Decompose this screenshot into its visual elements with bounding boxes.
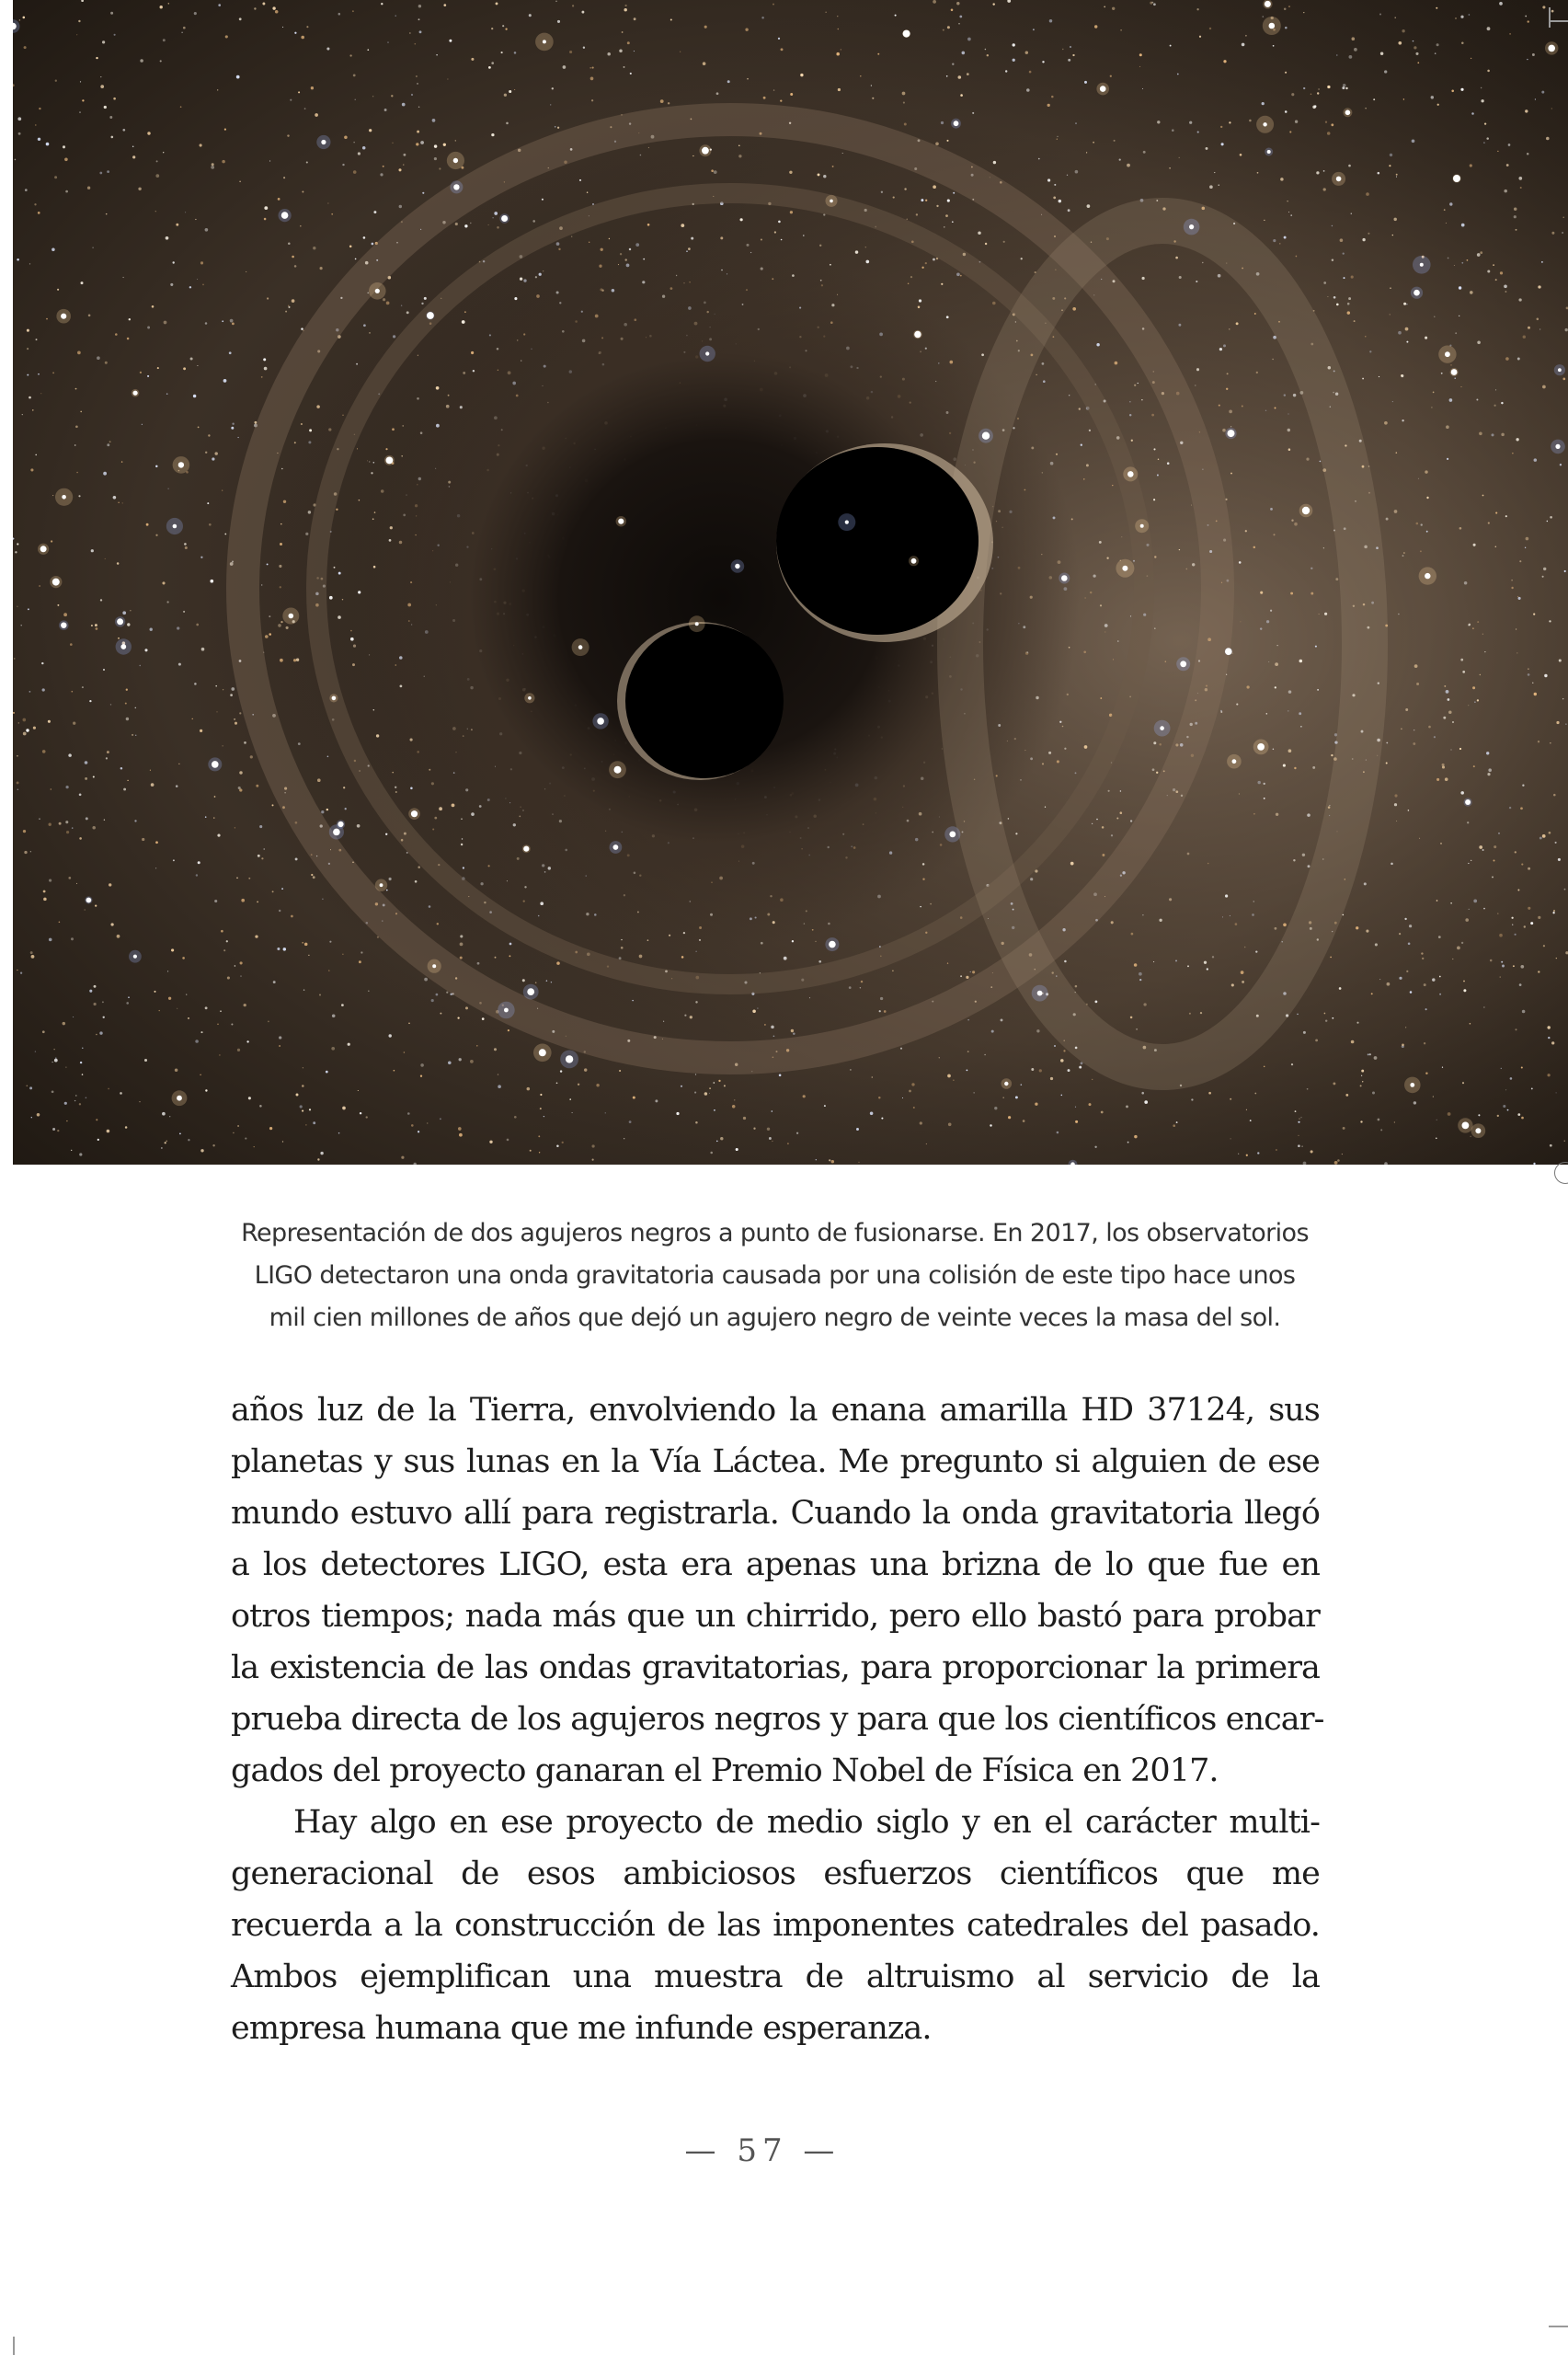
text-line: empresa humana que me infunde esperanza. [231,2010,932,2047]
text-line: Ambos ejemplifican una muestra de altruismo al servicio de la [231,1959,1320,1995]
registration-mark [1554,1162,1568,1184]
paragraph [231,1384,1324,1797]
text-line: mundo estuvo allí para registrarla. Cuando la onda gravitatoria llegó [231,1495,1320,1532]
caption-line: LIGO detectaron una onda gravitatoria causada por una colisión de este tipo hace unos [254,1261,1296,1290]
black-hole-small [617,622,784,780]
text-line: gados del proyecto ganaran el Premio Nobel de Física en 2017. [231,1752,1219,1789]
text-line: planetas y sus lunas en la Vía Láctea. Me pregunto si alguien de ese [231,1443,1320,1480]
crop-mark [13,2337,15,2355]
caption-line: mil cien millones de años que dejó un agujero negro de veinte veces la masa del sol. [269,1304,1281,1332]
text-line: generacional de esos ambiciosos esfuerzos científicos que me [231,1855,1320,1892]
paragraph [231,1797,1320,2054]
text-line: prueba directa de los agujeros negros y para que los científicos encar- [231,1701,1324,1738]
caption-line: Representación de dos agujeros negros a punto de fusionarse. En 2017, los observatorios [241,1219,1309,1247]
crop-mark [1549,2326,1568,2327]
black-holes-illustration [13,0,1568,1165]
body-text [231,1384,1324,2054]
text-line: otros tiempos; nada más que un chirrido, pero ello bastó para probar [231,1598,1320,1635]
text-line: a los detectores LIGO, esta era apenas una brizna de lo que fue en [231,1546,1320,1583]
figure-caption [230,1212,1320,1339]
text-line: Hay algo en ese proyecto de medio siglo y en el carácter multi- [293,1804,1320,1841]
page-number: — 57 — [684,2132,841,2169]
text-line: años luz de la Tierra, envolviendo la enana amarilla HD 37124, sus [231,1392,1320,1429]
crop-mark [1549,7,1551,28]
black-hole-large [776,443,993,642]
text-line: recuerda a la construcción de las imponentes catedrales del pasado. [231,1907,1320,1944]
crop-mark [1549,20,1568,22]
text-line: la existencia de las ondas gravitatorias, para proporcionar la primera [231,1649,1320,1686]
space-image [13,0,1568,1165]
